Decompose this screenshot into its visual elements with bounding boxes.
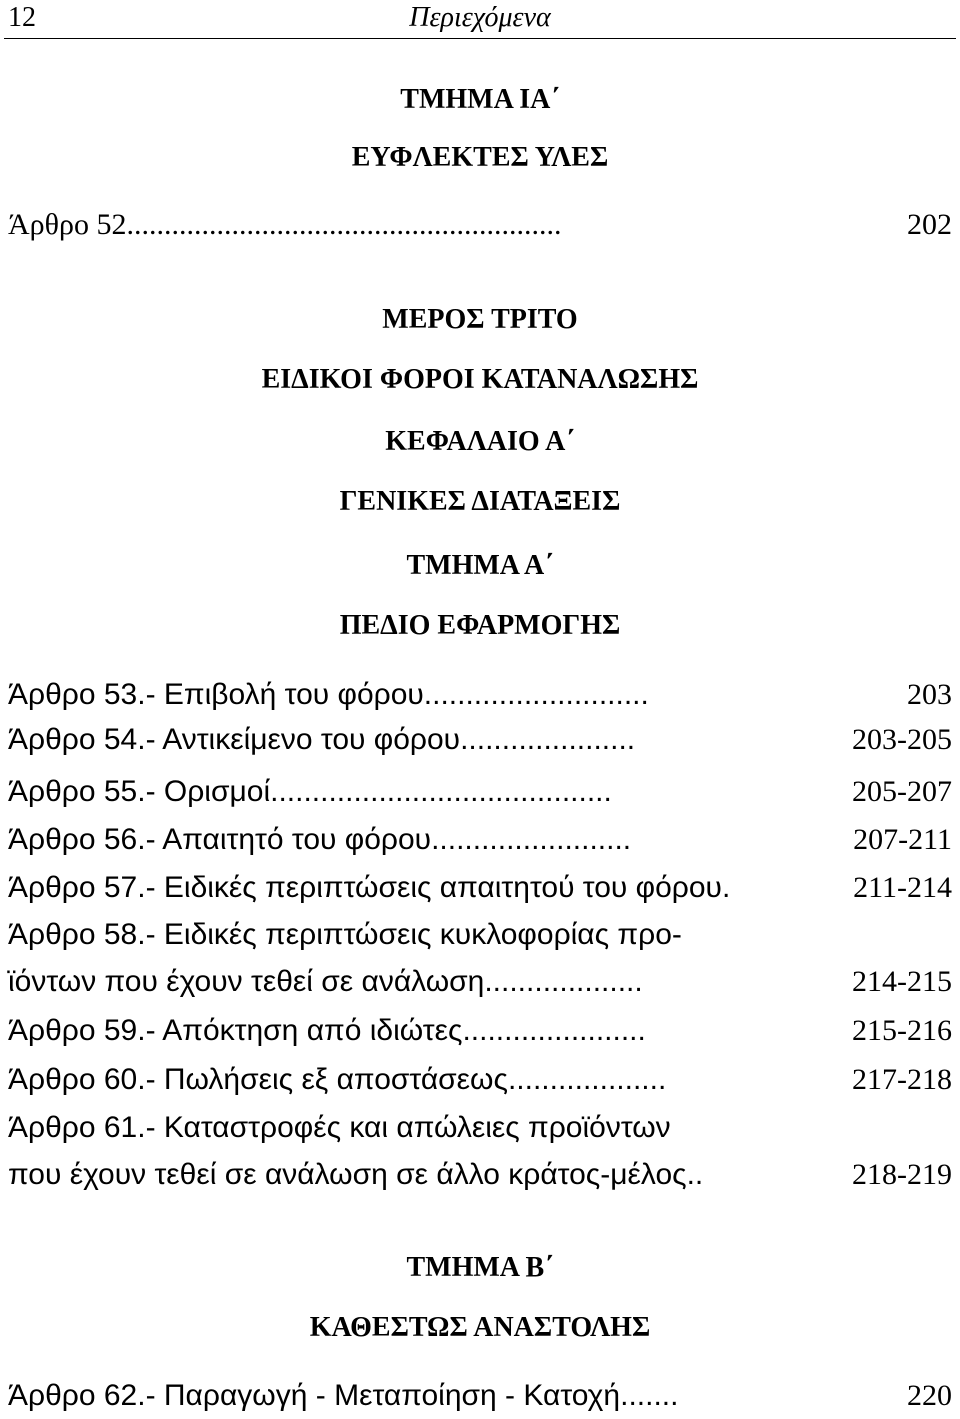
running-title: Περιεχόμενα: [409, 2, 551, 33]
section-heading-ia: ΤΜΗΜΑ ΙΑ΄: [400, 84, 560, 115]
page-header: [0, 0, 960, 40]
toc-entry-text: Άρθρο 61.- Καταστροφές και απώλειες προϊόντων: [8, 1111, 671, 1144]
section-heading-a: ΤΜΗΜΑ Α΄: [406, 550, 554, 581]
section-title-suspension: ΚΑΘΕΣΤΩΣ ΑΝΑΣΤΟΛΗΣ: [309, 1312, 651, 1343]
toc-leader: .........................................: [270, 775, 612, 808]
toc-entry-text: Άρθρο 58.- Ειδικές περιπτώσεις κυκλοφορίας προ-: [8, 918, 682, 951]
toc-leader: .......: [620, 1379, 679, 1412]
toc-page: 207-211: [853, 823, 952, 856]
toc-leader: ...................: [507, 1063, 667, 1096]
toc-entry-text: ϊόντων που έχουν τεθεί σε ανάλωση: [8, 965, 485, 998]
toc-entry-61-line2[interactable]: [8, 1155, 952, 1195]
toc-page: 205-207: [852, 775, 952, 808]
toc-entry-text: Άρθρο 57.- Ειδικές περιπτώσεις απαιτητού του φόρου.: [8, 871, 731, 904]
part-title: ΕΙΔΙΚΟΙ ΦΟΡΟΙ ΚΑΤΑΝΑΛΩΣΗΣ: [261, 364, 699, 395]
toc-entry-text: Άρθρο 62.- Παραγωγή - Μεταποίηση - Κατοχή: [8, 1379, 621, 1412]
toc-entry-58-line1[interactable]: [8, 915, 952, 955]
toc-entry-52[interactable]: [8, 205, 952, 245]
toc-entry-56[interactable]: [8, 820, 952, 860]
toc-leader: ...........................: [423, 678, 649, 711]
toc-page: 214-215: [852, 965, 952, 998]
section-heading-b: ΤΜΗΜΑ Β΄: [406, 1252, 554, 1283]
toc-entry-58-line2[interactable]: [8, 962, 952, 1002]
toc-entry-60[interactable]: [8, 1060, 952, 1100]
toc-leader: ...................: [484, 965, 643, 998]
part-heading: ΜΕΡΟΣ ΤΡΙΤΟ: [382, 304, 578, 335]
section-title-flammable: ΕΥΦΛΕΚΤΕΣ ΥΛΕΣ: [351, 142, 609, 173]
toc-entry-59[interactable]: [8, 1011, 952, 1051]
toc-entry-55[interactable]: [8, 772, 952, 812]
chapter-title: ΓΕΝΙΚΕΣ ΔΙΑΤΑΞΕΙΣ: [339, 486, 621, 517]
toc-leader: .....................: [460, 723, 636, 756]
toc-page: 215-216: [852, 1014, 952, 1047]
toc-entry-text: Άρθρο 55.- Ορισμοί: [8, 775, 271, 808]
toc-entry-text: Άρθρο 54.- Αντικείμενο του φόρου: [8, 723, 461, 756]
toc-entry-54[interactable]: [8, 720, 952, 760]
chapter-heading: ΚΕΦΑΛΑΙΟ Α΄: [385, 426, 575, 457]
toc-entry-text: Άρθρο 59.- Απόκτηση από ιδιώτες: [8, 1014, 463, 1047]
toc-page: 220: [907, 1379, 952, 1412]
toc-page: 203: [907, 678, 952, 711]
toc-entry-53[interactable]: [8, 675, 952, 715]
toc-page: 217-218: [852, 1063, 952, 1096]
header-rule: [4, 38, 956, 39]
toc-leader: ..........................................................: [126, 208, 562, 241]
page-number: 12: [8, 2, 36, 33]
toc-entry-text: που έχουν τεθεί σε ανάλωση σε άλλο κράτος-μέλος..: [8, 1158, 704, 1191]
toc-entry-61-line1[interactable]: [8, 1108, 952, 1148]
toc-page: 202: [907, 208, 952, 241]
toc-entry-62[interactable]: [8, 1376, 952, 1416]
toc-page: 211-214: [853, 871, 952, 904]
section-title-scope: ΠΕΔΙΟ ΕΦΑΡΜΟΓΗΣ: [339, 610, 621, 641]
toc-leader: ........................: [431, 823, 632, 856]
toc-entry-text: Άρθρο 56.- Απαιτητό του φόρου: [8, 823, 432, 856]
toc-entry-57[interactable]: [8, 868, 952, 908]
toc-page: 218-219: [852, 1158, 952, 1191]
toc-entry-text: Άρθρο 60.- Πωλήσεις εξ αποστάσεως: [8, 1063, 508, 1096]
toc-entry-text: Άρθρο 53.- Επιβολή του φόρου: [8, 678, 424, 711]
toc-leader: ......................: [462, 1014, 646, 1047]
toc-page: 203-205: [852, 723, 952, 756]
toc-entry-text: Άρθρο 52: [8, 208, 127, 241]
